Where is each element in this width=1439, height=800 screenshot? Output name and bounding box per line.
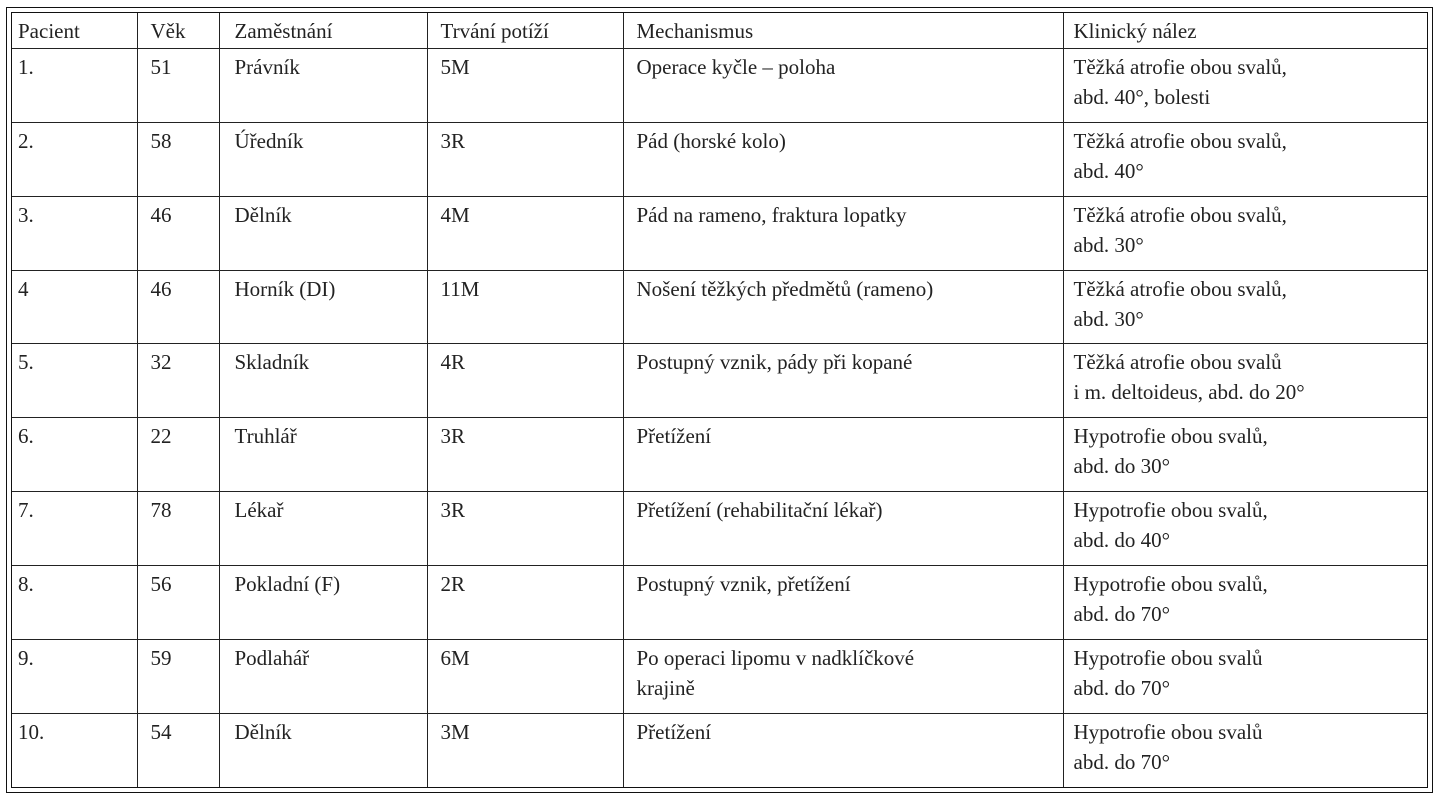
cell-vek: 51: [137, 49, 219, 123]
cell-nalez-line: Hypotrofie obou svalů,: [1073, 424, 1268, 449]
cell-mechanismus: [623, 565, 1063, 639]
cell-pacient: 5.: [12, 344, 137, 418]
cell-vek: 46: [137, 196, 219, 270]
column-header-nalez: Klinický nález: [1063, 13, 1427, 49]
cell-vek: 22: [137, 418, 219, 492]
cell-nalez: [1063, 49, 1427, 123]
cell-pacient: 9.: [12, 639, 137, 713]
cell-mechanismus: [623, 49, 1063, 123]
column-header-pacient: Pacient: [12, 13, 137, 49]
cell-nalez: [1063, 344, 1427, 418]
cell-nalez-line: Těžká atrofie obou svalů,: [1073, 55, 1287, 79]
cell-zamestnani: Skladník: [219, 344, 427, 418]
cell-nalez-line: abd. 40°, bolesti: [1073, 85, 1211, 109]
column-header-mechanismus: Mechanismus: [623, 13, 1063, 49]
cell-mechanismus: [623, 418, 1063, 492]
cell-nalez: [1063, 270, 1427, 344]
cell-mechanismus-line: Přetížení (rehabilitační lékař): [636, 498, 883, 523]
cell-nalez: [1063, 418, 1427, 492]
table-row: [12, 344, 1427, 418]
cell-zamestnani: Horník (DI): [219, 270, 427, 344]
cell-trvani: 2R: [427, 565, 623, 639]
cell-nalez-line: Hypotrofie obou svalů,: [1073, 571, 1268, 596]
header-row: [12, 13, 1427, 49]
cell-mechanismus-line: Postupný vznik, pády při kopané: [636, 350, 913, 375]
cell-pacient: 7.: [12, 492, 137, 566]
table-inner-frame: [11, 12, 1428, 788]
column-header-trvani: Trvání potíží: [427, 13, 623, 49]
cell-mechanismus-line: Přetížení: [636, 719, 712, 744]
cell-trvani: 3R: [427, 122, 623, 196]
cell-mechanismus-line: Postupný vznik, přetížení: [636, 571, 851, 596]
cell-nalez: [1063, 492, 1427, 566]
table-row: [12, 418, 1427, 492]
table-row: [12, 713, 1427, 787]
cell-vek: 54: [137, 713, 219, 787]
table-row: [12, 565, 1427, 639]
cell-zamestnani: Dělník: [219, 713, 427, 787]
cell-mechanismus-line: Pád (horské kolo): [636, 128, 786, 153]
cell-nalez-line: abd. do 70°: [1073, 675, 1170, 700]
cell-nalez-line: Těžká atrofie obou svalů,: [1073, 276, 1287, 301]
column-header-zamestnani: Zaměstnání: [219, 13, 427, 49]
cell-pacient: 1.: [12, 49, 137, 123]
cell-vek: 32: [137, 344, 219, 418]
cell-pacient: 4: [12, 270, 137, 344]
cell-nalez-line: Hypotrofie obou svalů: [1073, 719, 1263, 744]
cell-pacient: 3.: [12, 196, 137, 270]
cell-vek: 58: [137, 122, 219, 196]
cell-nalez: [1063, 565, 1427, 639]
cell-nalez: [1063, 639, 1427, 713]
table-row: [12, 492, 1427, 566]
table-row: [12, 196, 1427, 270]
cell-nalez: [1063, 713, 1427, 787]
cell-zamestnani: Právník: [219, 49, 427, 123]
cell-mechanismus: [623, 639, 1063, 713]
cell-zamestnani: Dělník: [219, 196, 427, 270]
cell-nalez-line: Těžká atrofie obou svalů,: [1073, 128, 1287, 153]
table-row: [12, 122, 1427, 196]
cell-nalez-line: abd. do 70°: [1073, 749, 1170, 774]
table-row: [12, 270, 1427, 344]
table-row: [12, 639, 1427, 713]
cell-mechanismus-line: Přetížení: [636, 424, 712, 449]
cell-trvani: 3R: [427, 492, 623, 566]
cell-nalez-line: Těžká atrofie obou svalů: [1073, 350, 1282, 375]
cell-pacient: 6.: [12, 418, 137, 492]
cell-nalez-line: abd. 40°: [1073, 158, 1144, 183]
cell-trvani: 4R: [427, 344, 623, 418]
cell-mechanismus-line: krajině: [636, 675, 695, 700]
cell-nalez-line: abd. 30°: [1073, 306, 1144, 331]
cell-nalez: [1063, 196, 1427, 270]
cell-nalez-line: Hypotrofie obou svalů,: [1073, 498, 1268, 523]
cell-vek: 78: [137, 492, 219, 566]
cell-vek: 46: [137, 270, 219, 344]
cell-mechanismus-line: Operace kyčle – poloha: [636, 55, 836, 79]
cell-mechanismus: [623, 196, 1063, 270]
cell-nalez-line: abd. do 40°: [1073, 528, 1170, 553]
cell-zamestnani: Úředník: [219, 122, 427, 196]
cell-vek: 56: [137, 565, 219, 639]
cell-mechanismus: [623, 270, 1063, 344]
cell-nalez-line: abd. 30°: [1073, 232, 1144, 257]
cell-nalez-line: abd. do 70°: [1073, 601, 1170, 626]
cell-mechanismus: [623, 122, 1063, 196]
cell-trvani: 3R: [427, 418, 623, 492]
cell-zamestnani: Lékař: [219, 492, 427, 566]
cell-trvani: 3M: [427, 713, 623, 787]
column-header-vek: Věk: [137, 13, 219, 49]
cell-mechanismus: [623, 344, 1063, 418]
cell-nalez-line: Těžká atrofie obou svalů,: [1073, 202, 1287, 227]
cell-nalez-line: abd. do 30°: [1073, 454, 1170, 479]
cell-pacient: 2.: [12, 122, 137, 196]
cell-pacient: 8.: [12, 565, 137, 639]
cell-trvani: 4M: [427, 196, 623, 270]
table-row: [12, 49, 1427, 123]
cell-pacient: 10.: [12, 713, 137, 787]
cell-zamestnani: Truhlář: [219, 418, 427, 492]
cell-mechanismus: [623, 713, 1063, 787]
table-body: [12, 49, 1427, 788]
cell-nalez-line: i m. deltoideus, abd. do 20°: [1073, 380, 1305, 405]
cell-trvani: 11M: [427, 270, 623, 344]
cell-mechanismus-line: Nošení těžkých předmětů (rameno): [636, 276, 934, 301]
cell-trvani: 5M: [427, 49, 623, 123]
patient-table: [12, 13, 1427, 787]
cell-zamestnani: Pokladní (F): [219, 565, 427, 639]
cell-zamestnani: Podlahář: [219, 639, 427, 713]
cell-mechanismus-line: Po operaci lipomu v nadklíčkové: [636, 645, 915, 670]
cell-nalez: [1063, 122, 1427, 196]
cell-mechanismus: [623, 492, 1063, 566]
cell-vek: 59: [137, 639, 219, 713]
cell-mechanismus-line: Pád na rameno, fraktura lopatky: [636, 202, 907, 227]
cell-nalez-line: Hypotrofie obou svalů: [1073, 645, 1263, 670]
table-outer-frame: [6, 7, 1433, 793]
cell-trvani: 6M: [427, 639, 623, 713]
